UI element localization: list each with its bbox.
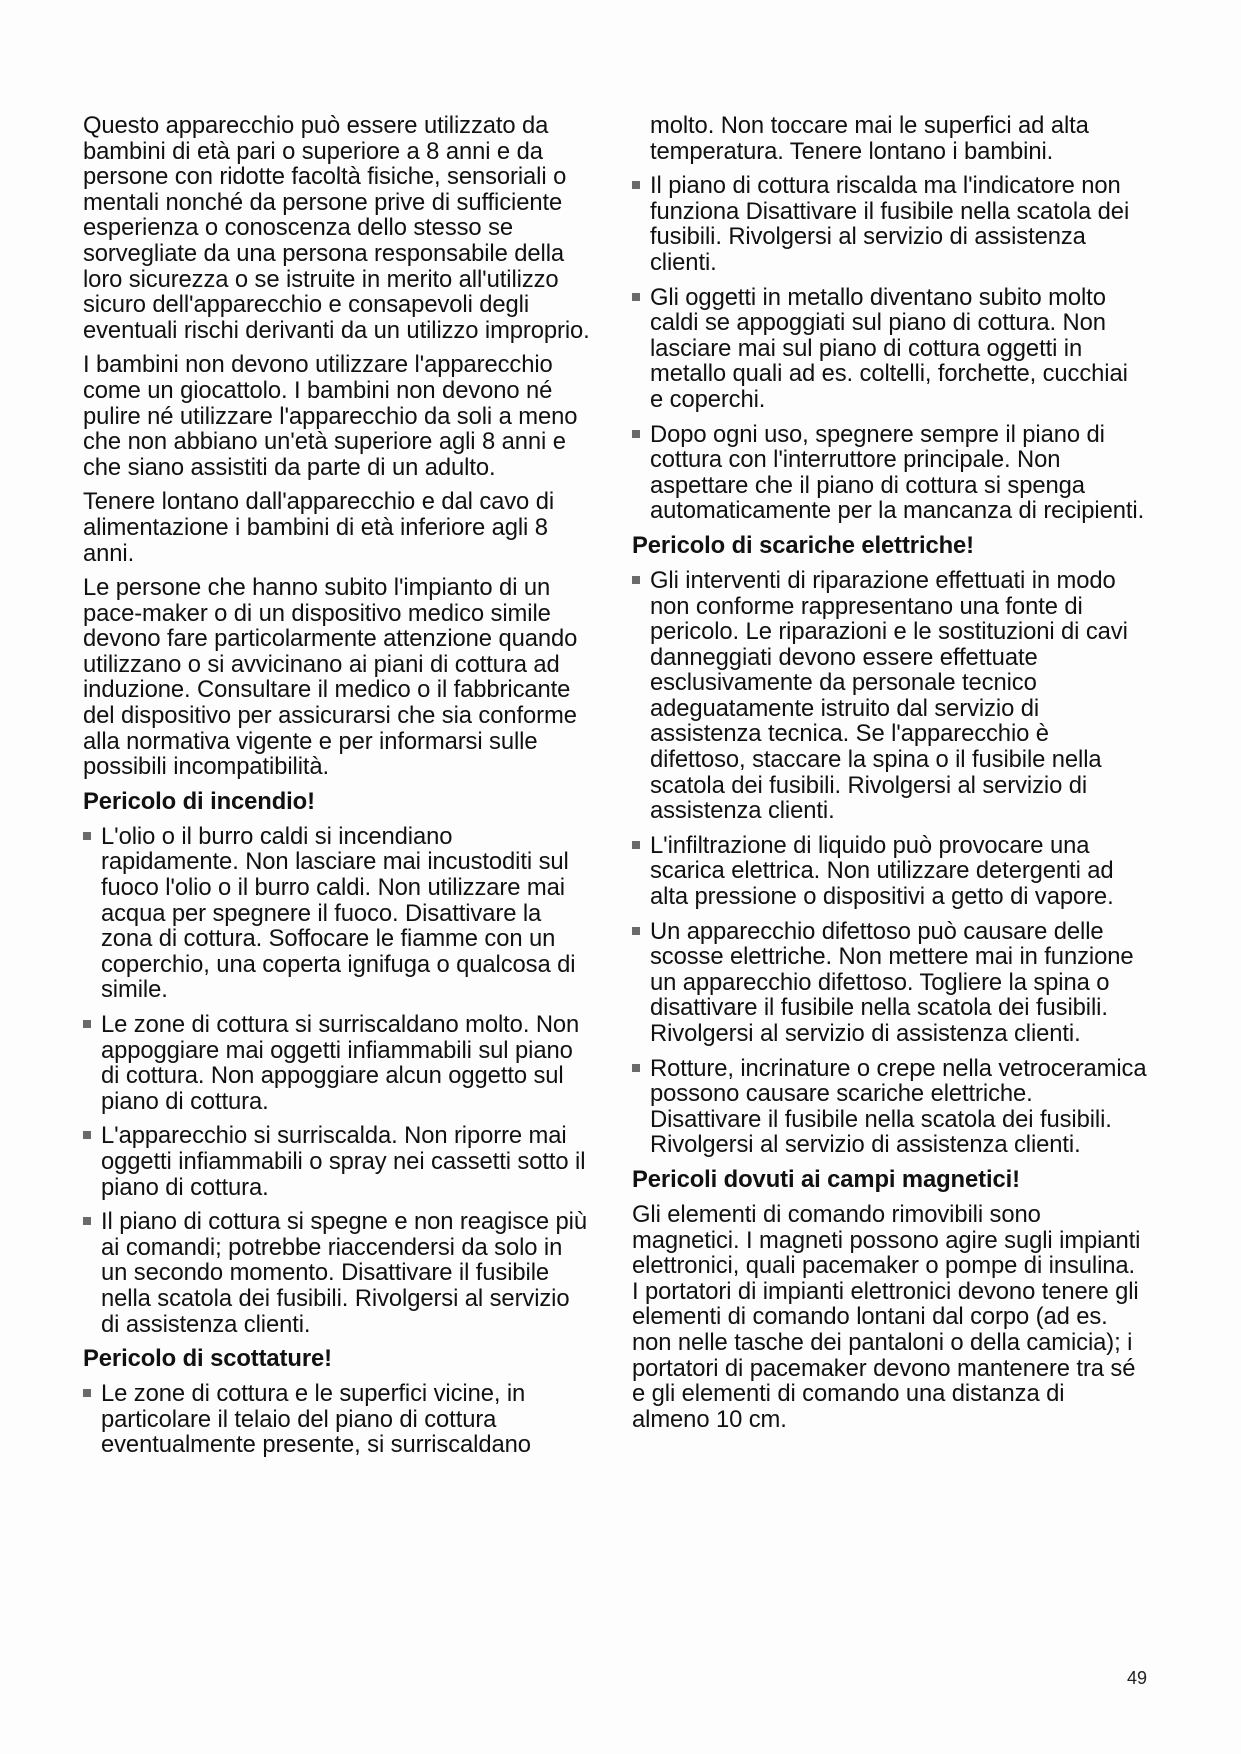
left-column: [83, 113, 593, 1467]
magnetic-heading: Pericoli dovuti ai campi magnetici!: [632, 1165, 1020, 1193]
burns-list: [83, 1381, 593, 1458]
bullet-square-icon: [632, 576, 640, 584]
bullet-square-icon: [83, 1217, 91, 1225]
list-item: Le zone di cottura e le superfici vicine, in particolare il telaio del piano di cottura eventualmente presente, si surriscaldano: [83, 1381, 593, 1458]
list-item: L'apparecchio si surriscalda. Non riporre mai oggetti infiammabili o spray nei cassetti sotto il piano di cottura.: [83, 1123, 593, 1200]
bullet-square-icon: [632, 293, 640, 301]
intro-paragraph-2: I bambini non devono utilizzare l'apparecchio come un giocattolo. I bambini non devono né pulire né utilizzare l'apparecchio da soli a meno che non abbiano un'età superiore agli 8 anni e che siano assistiti da parte di un adulto.: [83, 351, 578, 481]
list-item: L'infiltrazione di liquido può provocare una scarica elettrica. Non utilizzare detergenti ad alta pressione o dispositivi a getto di vapore.: [632, 833, 1147, 910]
bullet-square-icon: [632, 841, 640, 849]
burns-heading: Pericolo di scottature!: [83, 1345, 332, 1373]
list-item: L'olio o il burro caldi si incendiano rapidamente. Non lasciare mai incustoditi sul fuoco l'olio o il burro caldi. Non utilizzare mai acqua per spegnere il fuoco. Disattivare la zona di cottura. Soffocare le fiamme con un coperchio, una coperta ignifuga o qualcosa di simile.: [83, 824, 593, 1003]
bullet-square-icon: [632, 1064, 640, 1072]
bullet-square-icon: [83, 1131, 91, 1139]
bullet-square-icon: [632, 927, 640, 935]
bullet-square-icon: [632, 181, 640, 189]
bullet-square-icon: [83, 832, 91, 840]
intro-paragraph-3: Tenere lontano dall'apparecchio e dal cavo di alimentazione i bambini di età inferiore agli 8 anni.: [83, 488, 555, 567]
bullet-square-icon: [83, 1020, 91, 1028]
list-item: Rotture, incrinature o crepe nella vetroceramica possono causare scariche elettriche. Disattivare il fusibile nella scatola dei fusibili. Rivolgersi al servizio di assistenza clienti.: [632, 1056, 1147, 1158]
list-item: Gli oggetti in metallo diventano subito molto caldi se appoggiati sul piano di cottura. Non lasciare mai sul piano di cottura oggetti in metallo quali ad es. coltelli, forchette, cucchiai e coperchi.: [632, 285, 1147, 413]
list-item: Le zone di cottura si surriscaldano molto. Non appoggiare mai oggetti infiammabili sul piano di cottura. Non appoggiare alcun oggetto sul piano di cottura.: [83, 1012, 593, 1114]
magnetic-paragraph: Gli elementi di comando rimovibili sono magnetici. I magneti possono agire sugli impianti elettronici, quali pacemaker o pompe di insulina. I portatori di impianti elettronici devono tenere gli elementi di comando lontani dal corpo (ad es. non nelle tasche dei pantaloni o della camicia); i portatori di pacemaker devono mantenere tra sé e gli elementi di comando una distanza di almeno 10 cm.: [632, 1200, 1141, 1433]
list-item: Un apparecchio difettoso può causare delle scosse elettriche. Non mettere mai in funzione un apparecchio difettoso. Togliere la spina o disattivare il fusibile nella scatola dei fusibili. Rivolgersi al servizio di assistenza clienti.: [632, 919, 1147, 1047]
list-item: Dopo ogni uso, spegnere sempre il piano di cottura con l'interruttore principale. Non aspettare che il piano di cottura si spenga automaticamente per la mancanza di recipienti.: [632, 422, 1147, 524]
list-item: Il piano di cottura riscalda ma l'indicatore non funziona Disattivare il fusibile nella scatola dei fusibili. Rivolgersi al servizio di assistenza clienti.: [632, 173, 1147, 275]
page-number: 49: [1126, 1668, 1147, 1688]
burns-list-continued: [632, 173, 1147, 524]
bullet-square-icon: [83, 1389, 91, 1397]
bullet-square-icon: [632, 430, 640, 438]
right-column: [632, 113, 1147, 1441]
intro-paragraph-1: Questo apparecchio può essere utilizzato da bambini di età pari o superiore a 8 anni e da persone con ridotte facoltà fisiche, sensoriali o mentali nonché da persone prive di sufficiente esperienza o conoscenza dello stesso se sorvegliate da una persona responsabile della loro sicurezza o se istruite in merito all'utilizzo sicuro dell'apparecchio e consapevoli degli eventuali rischi derivanti da un utilizzo improprio.: [83, 112, 590, 344]
list-item: Gli interventi di riparazione effettuati in modo non conforme rappresentano una fonte di pericolo. Le riparazioni e le sostituzioni di cavi danneggiati devono essere effettuate esclusivamente da personale tecnico adeguatamente istruito dal servizio di assistenza tecnica. Se l'apparecchio è difettoso, staccare la spina o il fusibile nella scatola dei fusibili. Rivolgersi al servizio di assistenza clienti.: [632, 568, 1147, 824]
fire-list: [83, 824, 593, 1337]
list-item: Il piano di cottura si spegne e non reagisce più ai comandi; potrebbe riaccendersi da solo in un secondo momento. Disattivare il fusibile nella scatola dei fusibili. Rivolgersi al servizio di assistenza clienti.: [83, 1209, 593, 1337]
burns-continued-text: molto. Non toccare mai le superfici ad alta temperatura. Tenere lontano i bambini.: [650, 112, 1089, 165]
fire-heading: Pericolo di incendio!: [83, 787, 315, 815]
electric-heading: Pericolo di scariche elettriche!: [632, 531, 974, 559]
intro-paragraph-4: Le persone che hanno subito l'impianto di un pace-maker o di un dispositivo medico simile devono fare particolarmente attenzione quando utilizzano o si avvicinano ai piani di cottura ad induzione. Consultare il medico o il fabbricante del dispositivo per assicurarsi che sia conforme alla normativa vigente e per informarsi sulle possibili incompatibilità.: [83, 574, 578, 781]
electric-list: [632, 568, 1147, 1158]
